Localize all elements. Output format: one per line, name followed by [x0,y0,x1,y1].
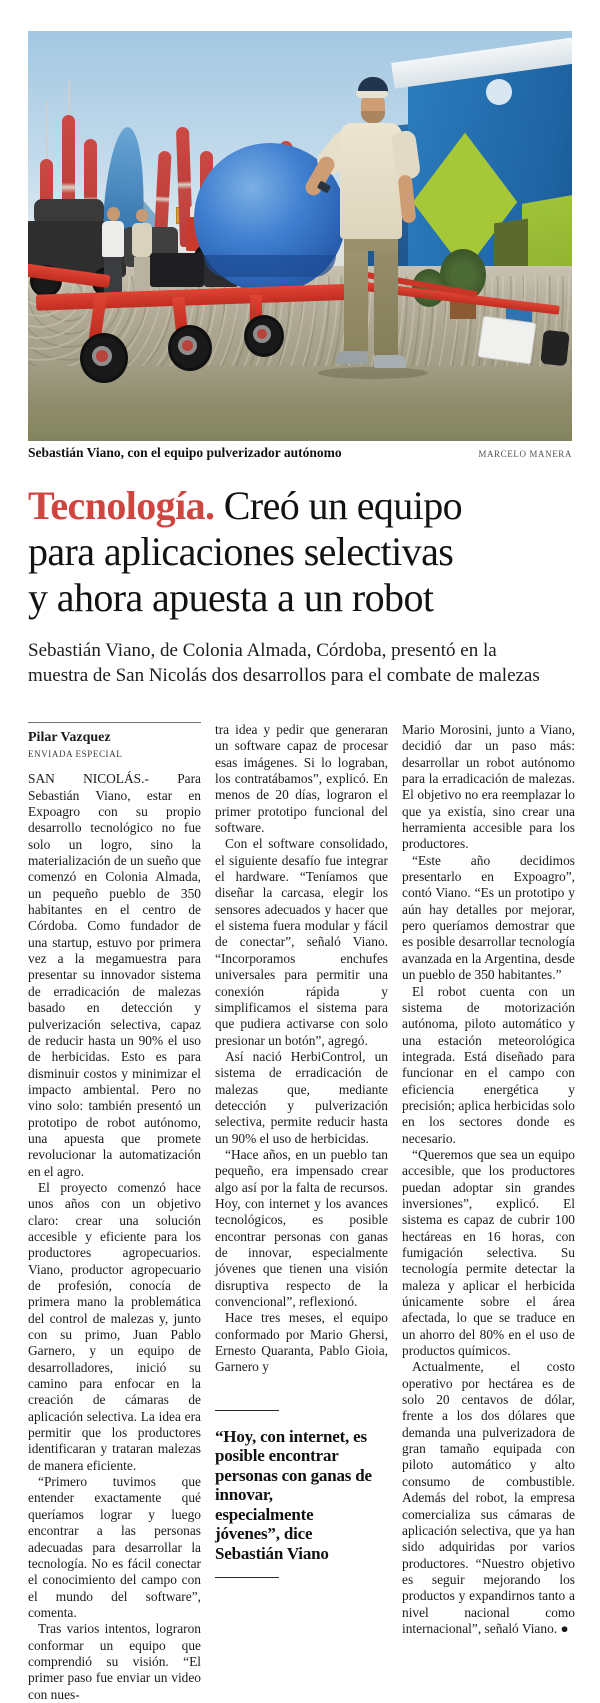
tank-base [204,255,336,277]
man-shoe [336,351,368,364]
paragraph: “Queremos que sea un equipo accesible, que los productores puedan adoptar sin grandes inversiones”, explicó. El sistema es capaz de cubrir 100 hectáreas en 16 horas, con fumigación selectiva. Su tecnología permite detectar la maleza y aplicar el herbicida únicamente sobre el área afectada, lo que se traduce en un ahorro del 80% en el uso de productos químicos. [402,1146,575,1359]
toolbox [150,253,204,287]
paragraph: Tras varios intentos, lograron conformar un equipo que comprendió su visión. “El primer paso fue enviar un video con nues- [28,1621,201,1702]
headline-kicker: Tecnología. [28,483,215,528]
man-pants [344,237,398,251]
photo-caption-row [28,445,572,461]
bystander-torso [102,221,124,257]
man-leg [374,249,398,357]
wheel-hub [253,325,271,343]
article-body [28,722,575,1703]
subhead [28,638,584,688]
headline-line3: y ahora apuesta a un robot [28,575,434,620]
expo-building-logo [486,79,512,105]
bystander2-torso [132,223,152,257]
pull-quote [215,1410,375,1579]
herbicontrol-camera-box [477,315,536,364]
bystander2-head [136,209,148,222]
paragraph: tra idea y pedir que generaran un software capaz de procesar esas imágenes. Si lo lograban, los contratábamos”, explicó. En menos de 20 días, lograron el primer prototipo funcional del software. [215,722,388,836]
man-shoe [374,355,406,368]
paragraph: Así nació HerbiControl, un sistema de erradicación de malezas que, mediante detección y pulverización selectiva, permite reducir hasta un 90% el uso de herbicidas. [215,1048,388,1146]
subhead-line1: Sebastián Viano, de Colonia Almada, Córdoba, presentó en la [28,640,497,661]
paragraph: El robot cuenta con un sistema de motorización autónoma, piloto automático y una estación meteorológica integrada. Está diseñado para funcionar en el campo con eficiencia energética y precisión; aplica herbicidas solo en los sectores donde es necesario. [402,983,575,1146]
paragraph: “Primero tuvimos que entender exactamente qué queríamos lograr y luego encontrar a las personas adecuadas para desarrollar la tecnología. No es fácil conectar el conocimiento del campo con el mundo del software”, comenta. [28,1474,201,1620]
paragraph: SAN NICOLÁS.- Para Sebastián Viano, estar en Expoagro con su propio desarrollo tecnológico no fue solo un logro, sino la materialización de un sueño que comenzó en Colonia Almada, un pequeño pueblo de 350 habitantes en el centro de Córdoba. Como fundador de una startup, estuvo por primera vez a la megamuestra para presentar su innovador sistema de erradicación de malezas basado en detección y pulverización selectiva, capaz de reducir hasta un 90% el uso de herbicidas. Esto es para disminuir costos y minimizar el impacto ambiental. Pero no vino solo: también presentó un prototipo de robot autónomo, una apuesta que promete revolucionar la automatización en el agro. [28,771,201,1179]
pull-quote-text: “Hoy, con internet, es posible encontrar personas con ganas de innovar, especialmente jóvenes”, dice Sebastián Viano [215,1426,372,1563]
man-leg [344,249,368,353]
headline-line1: Creó un equipo [214,483,463,528]
paragraph: “Este año decidimos presentarlo en Expoagro”, contó Viano. “Es un prototipo y aún hay detalles por mejorar, pero queríamos demostrar que es posible desarrollar tecnología avanzada en la Argentina, desde un pueblo de 350 habitantes.” [402,852,575,983]
headline-line2: para aplicaciones selectivas [28,529,454,574]
column-1 [28,722,201,1703]
wheel-hub [92,346,112,366]
paragraph: Hace tres meses, el equipo conformado por Mario Ghersi, Ernesto Quaranta, Pablo Gioia, Garnero y [215,1310,388,1375]
byline-author: Pilar Vazquez [28,730,111,745]
bystander2-legs [134,257,150,293]
paragraph: Con el software consolidado, el siguiente desafío fue integrar el hardware. “Teníamos que diseñar la carcasa, elegir los sensores adecuados y hacer que el sistema fuera modular y fácil de conectar”, señaló Viano. “Incorporamos enchufes universales para permitir una conexión rápida y simplificamos el sistema para que pudiera activarse con solo presionar un botón”, agregó. [215,836,388,1048]
paragraph: “Hace años, en un pueblo tan pequeño, era impensado crear algo así por la falta de recursos. Hoy, con internet y los avances tecnológicos, es posible encontrar personas con ganas de innovar, especialmente jóvenes que tienen una visión disruptiva respecto de la convencional”, reflexionó. [215,1146,388,1310]
article-photo [28,31,572,441]
photo-credit: MARCELO MANERA [478,449,572,459]
byline-role: ENVIADA ESPECIAL [28,749,123,759]
subhead-line2: muestra de San Nicolás dos desarrollos para el combate de malezas [28,665,540,686]
bystander-head [107,207,120,221]
man-shadow [318,367,428,379]
boom-end-wheel [540,330,569,367]
column-3 [402,722,575,1703]
cap-brim [356,91,388,98]
column-2 [215,722,388,1703]
pull-quote-rule-bottom [215,1577,279,1578]
pull-quote-rule-top [215,1410,279,1411]
photo-caption: Sebastián Viano, con el equipo pulverizador autónomo [28,445,342,460]
paragraph: Actualmente, el costo operativo por hectárea es de solo 20 centavos de dólar, frente a los dos dólares que demanda una pulverizadora de gran tamaño equipada con piloto automático y alto consumo de combustible. Además del robot, la empresa comercializa sus cámaras de aplicación selectiva, que ya han sido adquiridas por varios productores. “Nuestro objetivo es seguir mejorando los productos y expandirnos tanto a nivel nacional como internacional”, señaló Viano. ● [402,1359,575,1636]
headline [28,483,584,621]
byline-rule [28,722,201,723]
paragraph: Mario Morosini, junto a Viano, decidió dar un paso más: desarrollar un robot autónomo para la erradicación de malezas. El objetivo no era reemplazar lo que ya existía, sino crear una herramienta accesible para los productores. [402,722,575,852]
wheel-hub [178,336,197,355]
paragraph: El proyecto comenzó hace unos años con un objetivo claro: crear una solución accesible y eficiente para los productores agropecuarios. Viano, productor agropecuario de profesión, conocía de primera mano la problemática del control de malezas y, junto con su primo, Juan Pablo Garnero, y un equipo de desarrolladores, inició su camino para enfocar en la creación de cámaras de aplicación selectiva. La idea era permitir que los productores identificaran y trataran malezas de manera eficiente. [28,1179,201,1473]
